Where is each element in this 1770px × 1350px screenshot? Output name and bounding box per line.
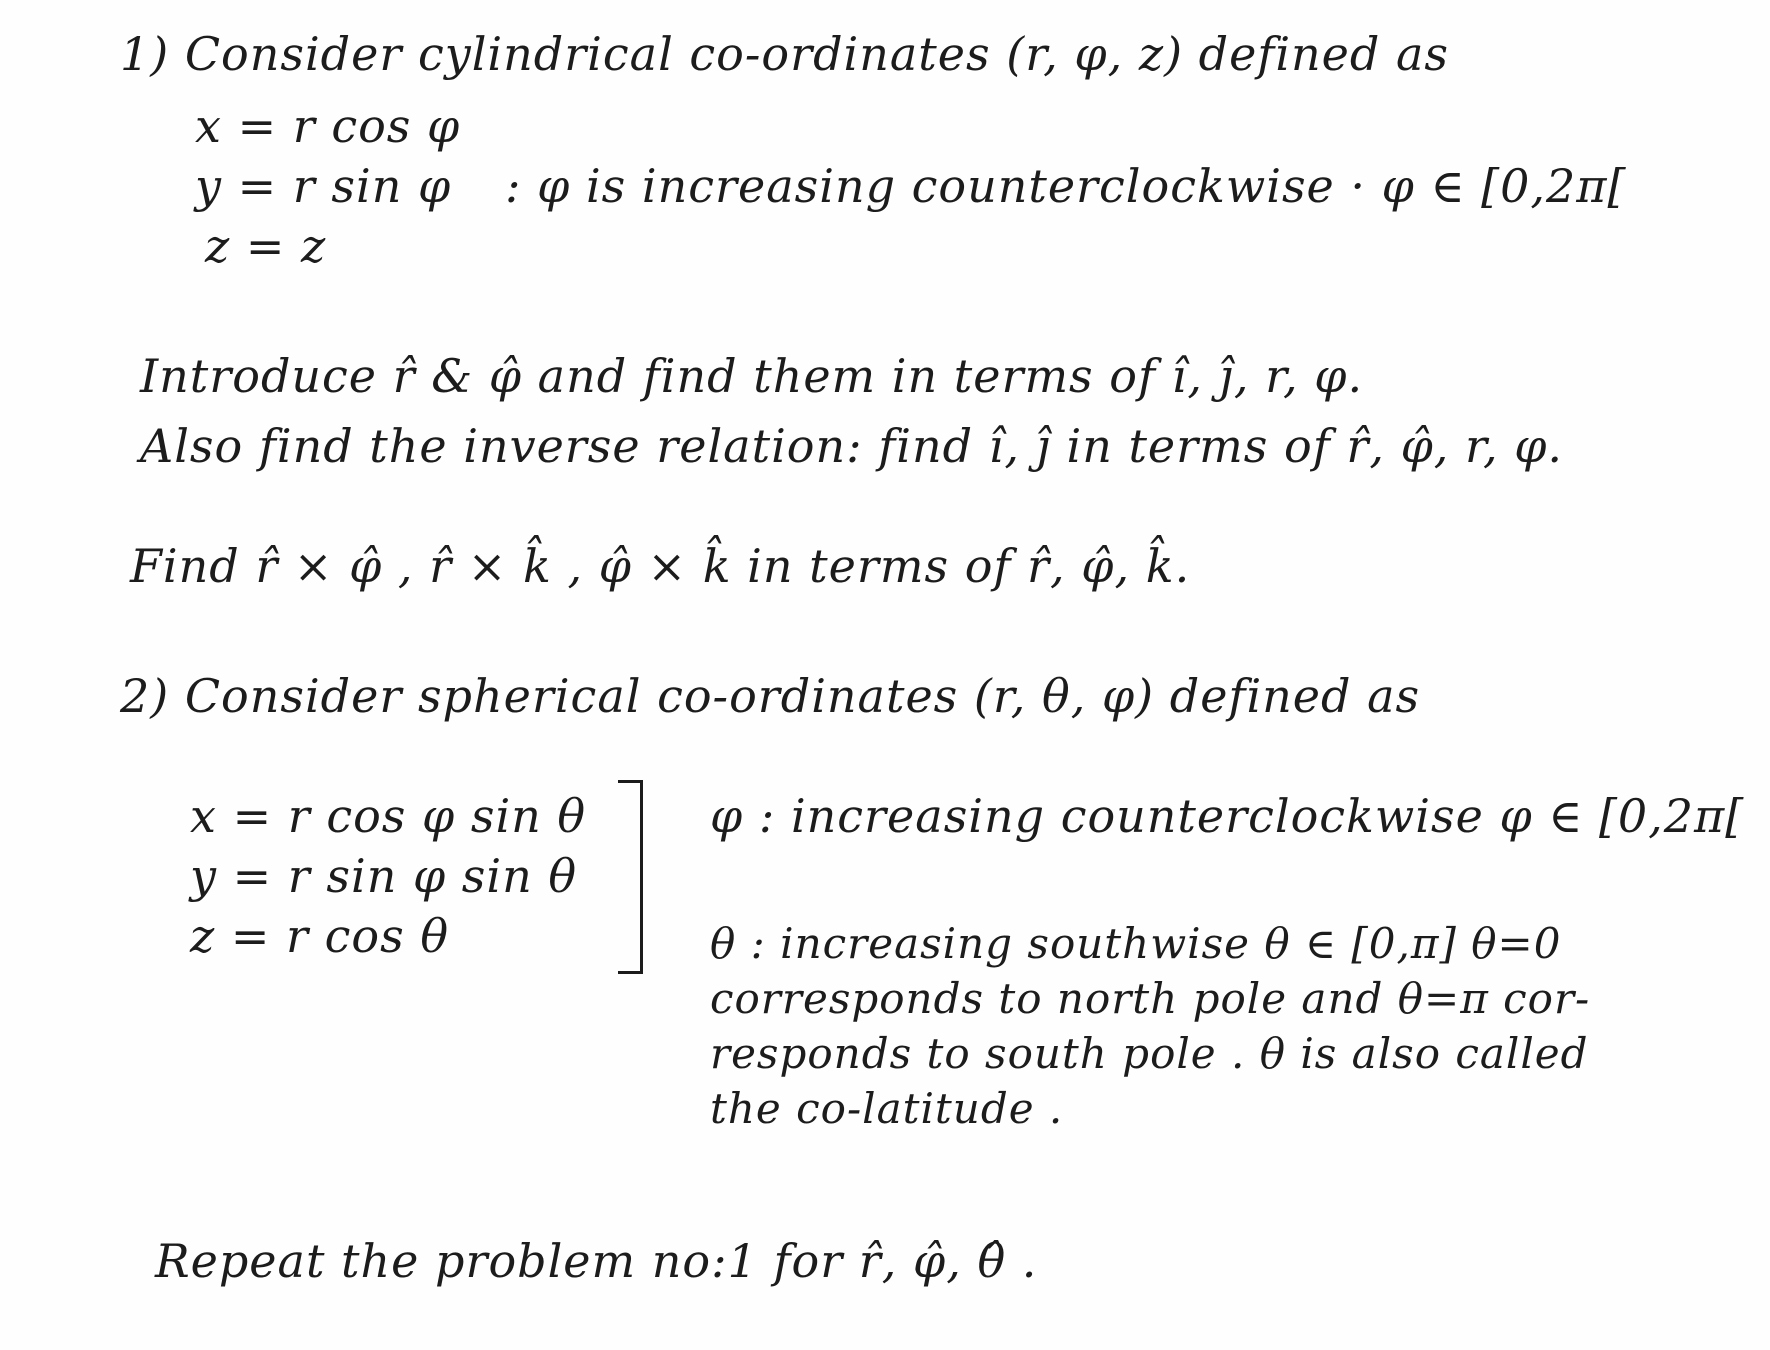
problem1-equation-z: z = z bbox=[205, 219, 327, 273]
problem2-theta-line4: the co-latitude . bbox=[710, 1084, 1064, 1133]
problem2-theta-line1: θ : increasing southwise θ ∈ [0,π] θ=0 bbox=[710, 919, 1562, 968]
problem1-phi-note: : φ is increasing counterclockwise · φ ∈ [0,2π[ bbox=[505, 159, 1627, 213]
problem2-theta-line3: responds to south pole . θ is also called bbox=[710, 1029, 1589, 1078]
problem1-task1-line1: Introduce r̂ & φ̂ and find them in terms of î, ĵ, r, φ. bbox=[140, 349, 1364, 403]
problem1-equation-x: x = r cos φ bbox=[195, 99, 461, 153]
problem2-equation-x: x = r cos φ sin θ bbox=[190, 789, 587, 843]
problem2-phi-note: φ : increasing counterclockwise φ ∈ [0,2π[ bbox=[710, 789, 1745, 843]
problem2-equation-y: y = r sin φ sin θ bbox=[190, 849, 578, 903]
problem2-theta-line2: corresponds to north pole and θ=π cor- bbox=[710, 974, 1591, 1023]
equations-bracket bbox=[618, 780, 643, 974]
problem1-equation-y: y = r sin φ bbox=[195, 159, 452, 213]
problem1-task1-line2: Also find the inverse relation: find î, ĵ in terms of r̂, φ̂, r, φ. bbox=[140, 419, 1564, 473]
problem2-equation-z: z = r cos θ bbox=[190, 909, 450, 963]
problem1-heading: 1) Consider cylindrical co-ordinates (r, φ, z) defined as bbox=[120, 27, 1449, 81]
problem1-task2: Find r̂ × φ̂ , r̂ × k̂ , φ̂ × k̂ in terms of r̂, φ̂, k̂. bbox=[130, 539, 1191, 593]
problem2-heading: 2) Consider spherical co-ordinates (r, θ, φ) defined as bbox=[120, 669, 1421, 723]
problem2-repeat: Repeat the problem no:1 for r̂, φ̂, θ̂ . bbox=[155, 1234, 1038, 1288]
